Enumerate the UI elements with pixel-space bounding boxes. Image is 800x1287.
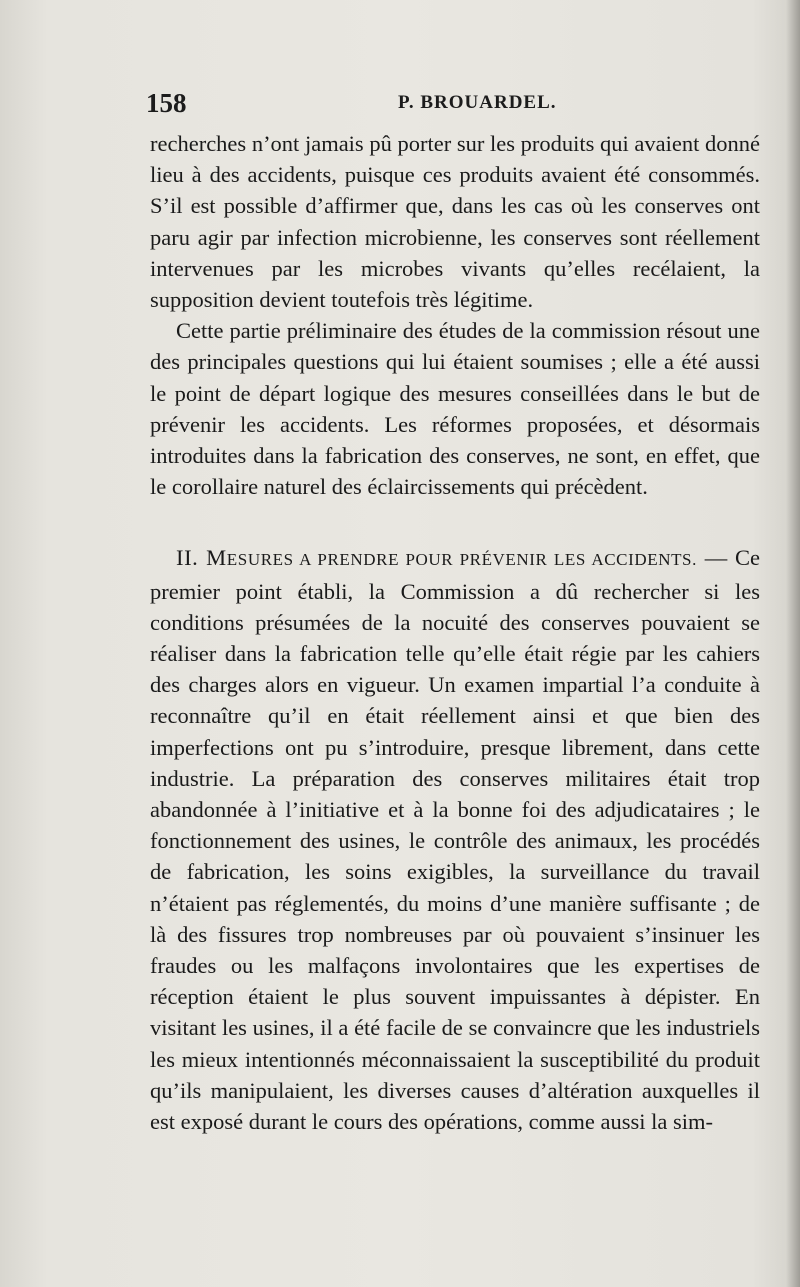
section-paragraph <box>150 542 760 1137</box>
section-heading <box>176 545 728 570</box>
section-title: ESURES A PRENDRE POUR PRÉVENIR LES ACCIDENTS. <box>226 550 697 570</box>
section-number: II. <box>176 545 199 571</box>
page-edge-shadow <box>786 0 800 1287</box>
page-number: 158 <box>146 88 187 118</box>
paragraph-2: Cette partie préliminaire des études de la commission résout une des principales questions qui lui étaient soumises ; elle a été aussi le point de départ logique des mesures conseillées dans le but de prévenir les accidents. Les réformes proposées, et désormais introduites dans la fabrication des conserves, ne sont, en effet, que le corollaire naturel des éclaircissements qui précèdent. <box>150 318 760 500</box>
page-header <box>146 86 766 122</box>
section-dash: — <box>704 545 728 571</box>
section-title-initial: M <box>206 545 227 571</box>
running-head: P. BROUARDEL. <box>398 92 557 113</box>
body-text <box>150 128 760 1137</box>
paragraph-1: recherches n’ont jamais pû porter sur les produits qui avaient donné lieu à des accidents, puisque ces produits avaient été consommés. S’il est possible d’affirmer que, dans les cas où les conserves ont paru agir par infection microbienne, les conserves sont réellement intervenues par les microbes vivants qu’elles recélaient, la supposition devient toutefois très légitime. <box>150 131 760 313</box>
section-text: Ce premier point établi, la Commission a dû rechercher si les conditions présumées de la nocuité des conserves pouvaient se réaliser dans la fabrication telle qu’elle était régie par les cahiers des charges alors en vigueur. Un examen impartial l’a conduite à reconnaître qu’il en était réellement ainsi et que bien des imperfections ont pu s’introduire, presque librement, dans cette industrie. La préparation des conserves militaires était trop abandonnée à l’initiative et à la bonne foi des adjudicataires ; le fonctionnement des usines, le contrôle des animaux, les procédés de fabrication, les soins exigibles, la surveillance du travail n’étaient pas réglementés, du moins d’une manière suffisante ; de là des fissures trop nombreuses par où pouvaient s’insinuer les fraudes ou les malfaçons involontaires que les expertises de réception étaient le plus souvent impuissantes à dépister. En visitant les usines, il a été facile de se convaincre que les industriels les mieux intentionnés méconnaissaient la susceptibilité du produit qu’ils manipulaient, les diverses causes d’altération auxquelles il est exposé durant le cours des opérations, comme aussi la sim- <box>150 545 760 1135</box>
